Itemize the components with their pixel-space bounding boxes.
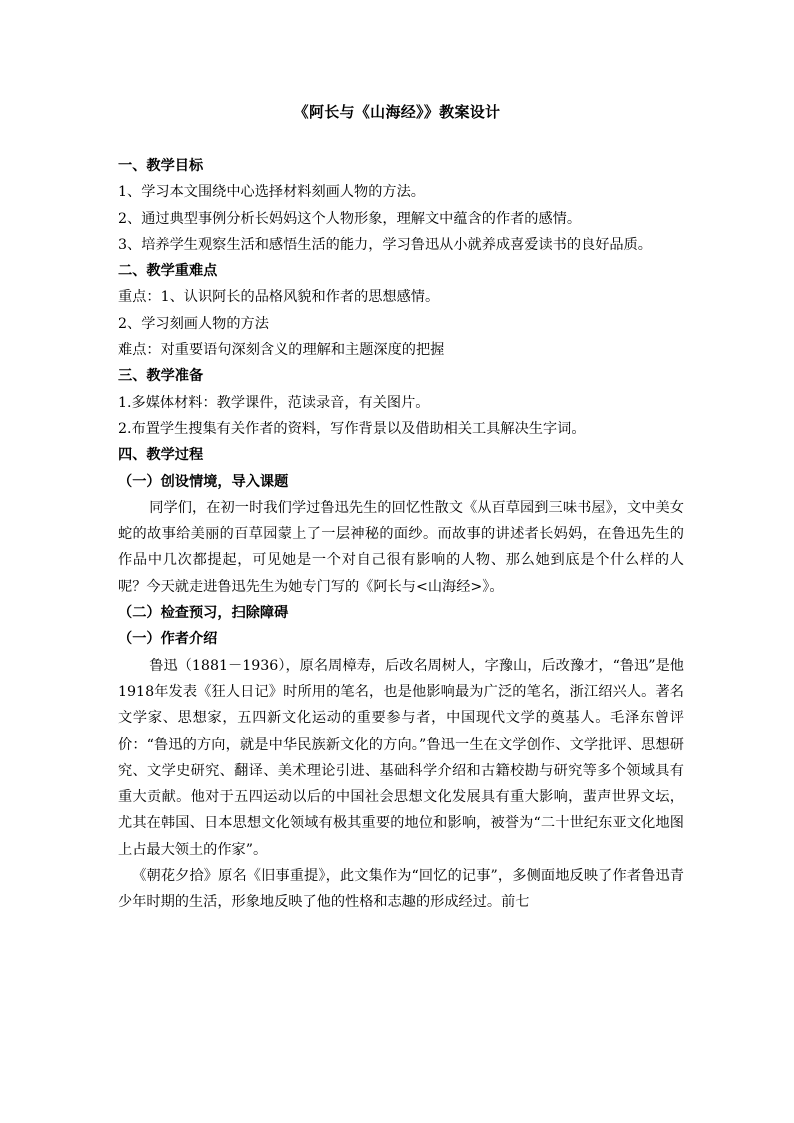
document-body [118,153,684,916]
focus-point-1: 重点：1、认识阿长的品格风貌和作者的思想感情。 [118,289,440,306]
step1-paragraph: 同学们，在初一时我们学过鲁迅先生的回忆性散文《从百草园到三味书屋》，文中美女蛇的故事给美丽的百草园蒙上了一层神秘的面纱。而故事的讲述者长妈妈，在鲁迅先生的作品中几次都提起，可见她是一个对自己很有影响的人物、那么她到底是个什么样的人呢？今天就走进鲁迅先生为她专门写的《阿长与<山海经>》。 [118,499,684,595]
difficulty-point: 难点：对重要语句深刻含义的理解和主题深度的把握 [118,342,445,359]
step1-heading: （一）创设情境，导入课题 [118,473,289,490]
heading-preparation: 三、教学准备 [118,368,204,385]
preparation-item-2: 2.布置学生搜集有关作者的资料，写作背景以及借助相关工具解决生字词。 [118,420,586,437]
step2-heading: （二）检查预习，扫除障碍 [118,605,289,622]
heading-key-points: 二、教学重难点 [118,263,218,280]
book-paragraph: 《朝花夕拾》原名《旧事重提》，此文集作为“回忆的记事”，多侧面地反映了作者鲁迅青少年时期的生活，形象地反映了他的性格和志趣的形成经过。前七 [118,868,684,911]
author-heading: （一）作者介绍 [118,631,218,648]
heading-process: 四、教学过程 [118,447,204,464]
heading-teaching-goals: 一、教学目标 [118,158,204,174]
goal-item-1: 1、学习本文围绕中心选择材料刻画人物的方法。 [118,184,425,201]
goal-item-3: 3、培养学生观察生活和感悟生活的能力，学习鲁迅从小就养成喜爱读书的良好品质。 [118,236,652,253]
goal-item-2: 2、通过典型事例分析长妈妈这个人物形象，理解文中蕴含的作者的感情。 [118,210,582,227]
document-title: 《阿长与《山海经》》教案设计 [293,103,501,121]
preparation-item-1: 1.多媒体材料：教学课件，范读录音，有关图片。 [118,394,430,411]
author-paragraph: 鲁迅（1881－1936），原名周樟寿，后改名周树人，字豫山，后改豫才，“鲁迅”是他1918年发表《狂人日记》时所用的笔名，也是他影响最为广泛的笔名，浙江绍兴人。著名文学家、思想家，五四新文化运动的重要参与者，中国现代文学的奠基人。毛泽东曾评价：“鲁迅的方向，就是中华民族新文化的方向。”鲁迅一生在文学创作、文学批评、思想研究、文学史研究、翻译、美术理论引进、基础科学介绍和古籍校勘与研究等多个领域具有重大贡献。他对于五四运动以后的中国社会思想文化发展具有重大影响，蜚声世界文坛，尤其在韩国、日本思想文化领域有极其重要的地位和影响，被誉为“二十世纪东亚文化地图上占最大领土的作家”。 [118,657,684,858]
focus-point-2: 2、学习刻画人物的方法 [118,315,269,332]
